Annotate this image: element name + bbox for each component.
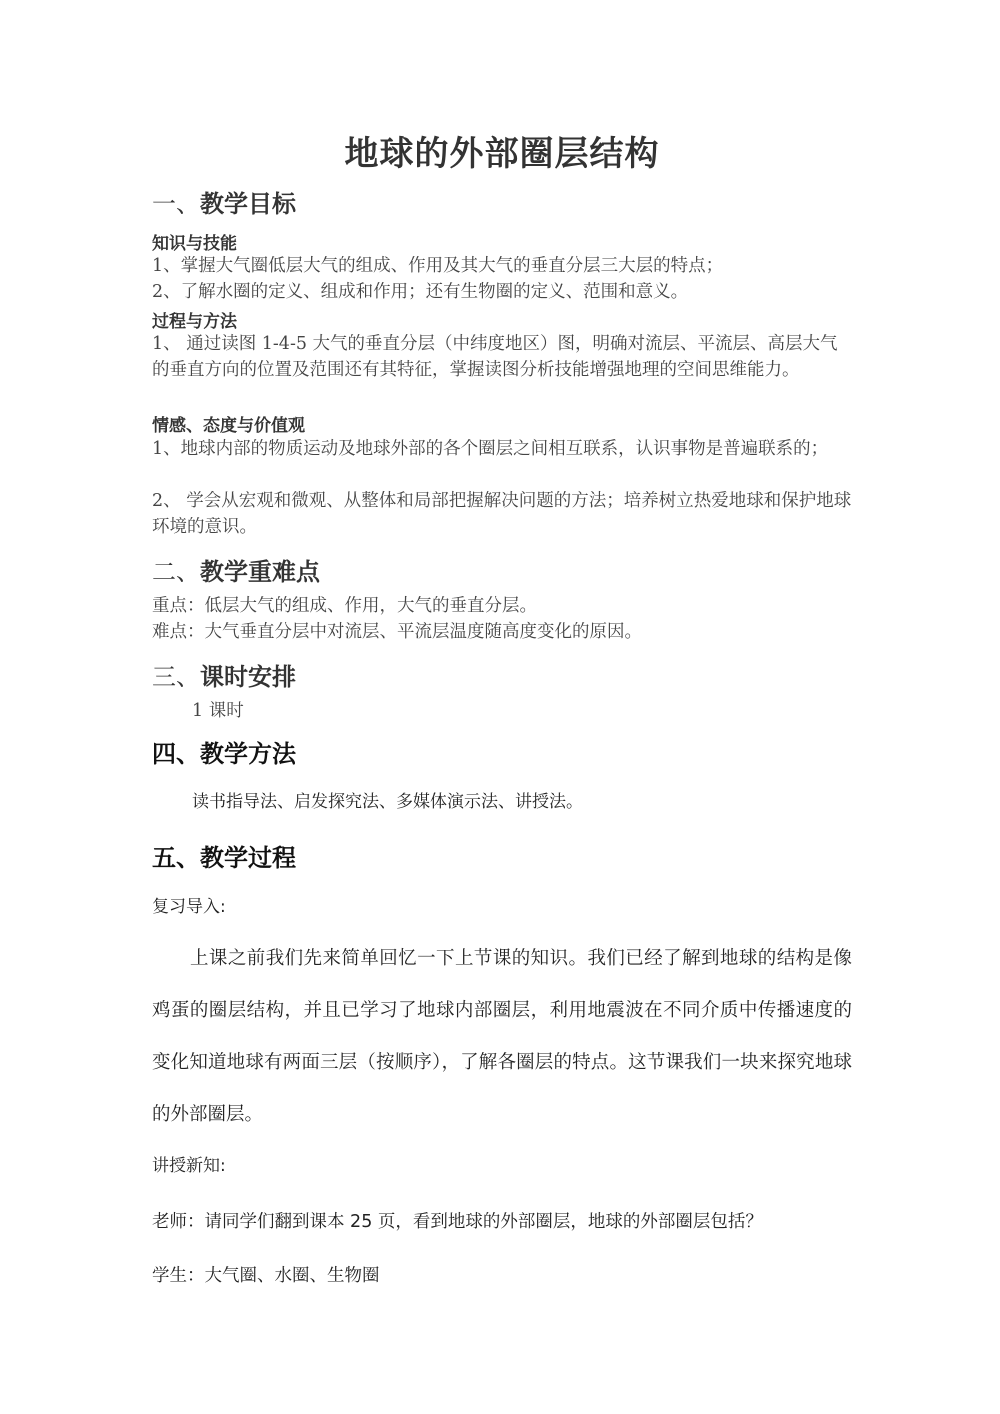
- methods-text: 读书指导法、启发探究法、多媒体演示法、讲授法。: [192, 792, 583, 812]
- section-number: 四、: [152, 740, 200, 768]
- difficulty-item: 难点：大气垂直分层中对流层、平流层温度随高度变化的原因。: [152, 622, 642, 642]
- document-title: 地球的外部圈层结构: [344, 134, 660, 174]
- schedule-text: 1 课时: [192, 701, 244, 721]
- subheading-knowledge-skills: 知识与技能: [152, 234, 237, 254]
- section-title: 教学方法: [200, 740, 296, 768]
- section-title: 教学重难点: [200, 558, 320, 586]
- student-dialogue: 学生：大气圈、水圈、生物圈: [152, 1266, 380, 1286]
- section-number: 三、: [152, 663, 200, 691]
- review-label: 复习导入:: [152, 897, 226, 917]
- section-title: 课时安排: [200, 663, 296, 691]
- section-heading-methods: [152, 734, 296, 769]
- key-point-item: 重点：低层大气的组成、作用，大气的垂直分层。: [152, 596, 537, 616]
- objective-item: 1、掌握大气圈低层大气的组成、作用及其大气的垂直分层三大层的特点；: [152, 256, 724, 276]
- subheading-attitude-values: 情感、态度与价值观: [152, 416, 305, 436]
- objective-item: 1、 通过读图 1-4-5 大气的垂直分层（中纬度地区）图，明确对流层、平流层、高层大气的垂直方向的位置及范围还有其特征，掌握读图分析技能增强地理的空间思维能力。: [152, 334, 838, 380]
- teacher-dialogue: 老师：请同学们翻到课本 25 页，看到地球的外部圈层，地球的外部圈层包括？: [152, 1212, 763, 1232]
- section-heading-key-points: [152, 552, 320, 587]
- section-title: 教学过程: [200, 844, 296, 872]
- section-number: 一、: [152, 190, 200, 218]
- section-heading-schedule: [152, 657, 296, 692]
- objective-item: 1、地球内部的物质运动及地球外部的各个圈层之间相互联系，认识事物是普遍联系的；: [152, 439, 829, 459]
- new-knowledge-label: 讲授新知:: [152, 1156, 226, 1176]
- section-title: 教学目标: [200, 190, 296, 218]
- section-number: 二、: [152, 558, 200, 586]
- section-number: 五、: [152, 844, 200, 872]
- section-heading-objectives: [152, 184, 296, 219]
- objective-item: 2、了解水圈的定义、组成和作用；还有生物圈的定义、范围和意义。: [152, 282, 689, 302]
- objective-item: 2、 学会从宏观和微观、从整体和局部把握解决问题的方法；培养树立热爱地球和保护地球环境的意识。: [152, 491, 852, 537]
- review-paragraph: 上课之前我们先来简单回忆一下上节课的知识。我们已经了解到地球的结构是像鸡蛋的圈层结构，并且已学习了地球内部圈层，利用地震波在不同介质中传播速度的变化知道地球有两面三层（按顺序），了解各圈层的特点。这节课我们一块来探究地球的外部圈层。: [152, 948, 852, 1125]
- section-heading-process: [152, 838, 296, 873]
- subheading-process-method: 过程与方法: [152, 312, 237, 332]
